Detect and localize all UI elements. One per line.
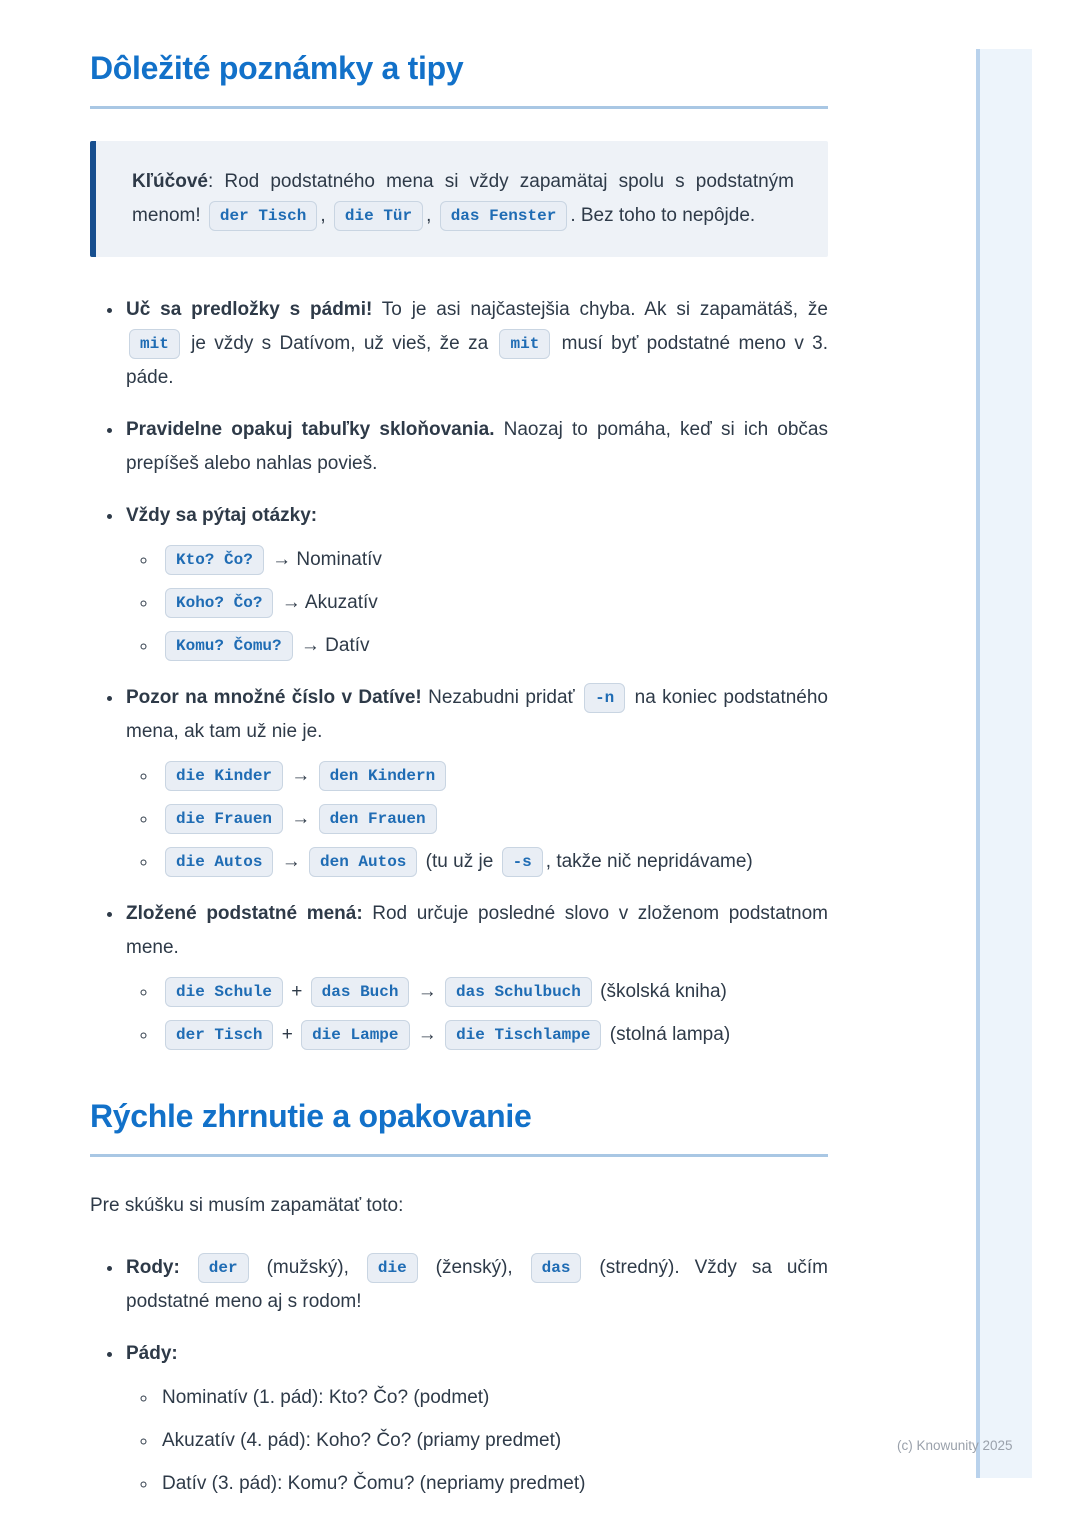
sub-bullet-text: Akuzatív (4. pád): Koho? Čo? (priamy predmet) [162, 1430, 562, 1451]
sub-bullet-text: der Tisch + die Lampe → die Tischlampe (stolná lampa) [162, 1024, 730, 1045]
code-chip: das Fenster [440, 201, 568, 231]
bullet-item [124, 1251, 828, 1319]
sub-bullet-text: die Kinder → den Kindern [162, 765, 449, 786]
bold-text: Pády: [126, 1343, 178, 1364]
sub-bullet-text: die Frauen → den Frauen [162, 808, 440, 829]
code-chip: die Kinder [165, 761, 283, 791]
code-chip: der [198, 1253, 249, 1283]
code-chip: Kto? Čo? [165, 545, 264, 575]
bullet-text: • Zložené podstatné mená: Rod určuje posledné slovo v zloženom podstatnom mene. [126, 903, 829, 958]
code-chip: die Lampe [301, 1020, 409, 1050]
code-chip: Koho? Čo? [165, 588, 273, 618]
code-chip: die Schule [165, 977, 283, 1007]
sub-bullet-text: die Schule + das Buch → das Schulbuch (školská kniha) [162, 981, 727, 1002]
code-chip: das [531, 1253, 582, 1283]
sub-bullet-text: Koho? Čo? → Akuzatív [162, 592, 378, 613]
callout [90, 141, 828, 257]
code-chip: den Autos [309, 847, 417, 877]
code-chip: mit [499, 329, 550, 359]
bullet-text: • Pravidelne opakuj tabuľky skloňovania. Naozaj to pomáha, keď si ich občas prepíšeš alebo nahlas povieš. [126, 419, 829, 474]
copyright-text: (c) Knowunity 2025 [897, 1438, 1013, 1453]
bullet-text: • Rody: der (mužský), die (ženský), das (stredný). Vždy sa učím podstatné meno aj s rodom! [126, 1251, 828, 1319]
code-chip: mit [129, 329, 180, 359]
bullet-item [124, 1337, 828, 1501]
sub-bullet-item [158, 759, 828, 793]
sub-list [126, 975, 828, 1052]
code-chip: -n [584, 683, 625, 713]
summary-list [90, 1251, 828, 1501]
code-chip: das Schulbuch [445, 977, 592, 1007]
section-summary [90, 1096, 828, 1501]
sub-bullet-text: Datív (3. pád): Komu? Čomu? (nepriamy predmet) [162, 1473, 586, 1494]
sub-bullet-item [158, 802, 828, 836]
bold-text: Pozor na množné číslo v Datíve! [126, 687, 422, 708]
bold-text: Vždy sa pýtaj otázky: [126, 505, 318, 526]
sub-bullet-item [158, 1018, 828, 1052]
bullet-item [124, 499, 828, 663]
sub-bullet-text: die Autos → den Autos (tu už je -s , takže nič nepridávame) [162, 851, 753, 872]
bold-text: Zložené podstatné mená: [126, 903, 363, 924]
bold-text: Rody: [126, 1257, 180, 1278]
bullet-text: • Pozor na množné číslo v Datíve! Nezabudni pridať -n na koniec podstatného mena, ak tam už nie je. [126, 681, 828, 749]
sub-bullet-item [158, 1467, 828, 1501]
bullet-text [126, 1337, 828, 1371]
bullet-item [124, 293, 828, 395]
sub-bullet-text: Kto? Čo? → Nominatív [162, 549, 382, 570]
sub-bullet-item [158, 1381, 828, 1415]
document-body [90, 48, 828, 1519]
page-edge-bar [976, 49, 1032, 1478]
intro-paragraph: Pre skúšku si musím zapamätať toto: [90, 1195, 404, 1216]
sub-bullet-item [158, 975, 828, 1009]
code-chip: der Tisch [165, 1020, 273, 1050]
bullet-item [124, 897, 828, 1052]
sub-bullet-item [158, 629, 828, 663]
code-chip: das Buch [311, 977, 410, 1007]
section-notes-and-tips [90, 48, 828, 1052]
sub-bullet-item [158, 845, 828, 879]
bold-text: Uč sa predložky s pádmi! [126, 299, 373, 320]
code-chip: die Tischlampe [445, 1020, 601, 1050]
heading-rule [90, 106, 828, 109]
code-chip: den Kindern [319, 761, 447, 791]
sub-bullet-item [158, 543, 828, 577]
bold-text: Pravidelne opakuj tabuľky skloňovania. [126, 419, 495, 440]
code-chip: die Frauen [165, 804, 283, 834]
tips-list [90, 293, 828, 1052]
code-chip: -s [502, 847, 543, 877]
code-chip: die [367, 1253, 418, 1283]
sub-bullet-item [158, 1424, 828, 1458]
code-chip: den Frauen [319, 804, 437, 834]
page-title: Dôležité poznámky a tipy [90, 50, 464, 86]
bullet-item [124, 681, 828, 879]
sub-bullet-text: Nominatív (1. pád): Kto? Čo? (podmet) [162, 1387, 490, 1408]
sub-list [126, 543, 828, 663]
sub-bullet-item [158, 586, 828, 620]
bullet-item [124, 413, 828, 481]
code-chip: Komu? Čomu? [165, 631, 293, 661]
code-chip: die Autos [165, 847, 273, 877]
sub-list [126, 759, 828, 879]
bold-text: Kľúčové [132, 171, 208, 192]
bullet-text: • Uč sa predložky s pádmi! To je asi najčastejšia chyba. Ak si zapamätáš, že mit je vždy s Datívom, už vieš, že za mit musí byť podstatné meno v 3. páde. [126, 299, 829, 388]
code-chip: der Tisch [209, 201, 317, 231]
code-chip: die Tür [334, 201, 423, 231]
section-title: Rýchle zhrnutie a opakovanie [90, 1098, 532, 1134]
sub-bullet-text: Komu? Čomu? → Datív [162, 635, 370, 656]
callout-text: Kľúčové: Rod podstatného mena si vždy zapamätaj spolu s podstatným menom! der Tisch , die Tür , das Fenster . Bez toho to nepôjde. [132, 165, 794, 233]
heading-rule [90, 1154, 828, 1157]
bullet-text [126, 499, 828, 533]
sub-list [126, 1381, 828, 1501]
